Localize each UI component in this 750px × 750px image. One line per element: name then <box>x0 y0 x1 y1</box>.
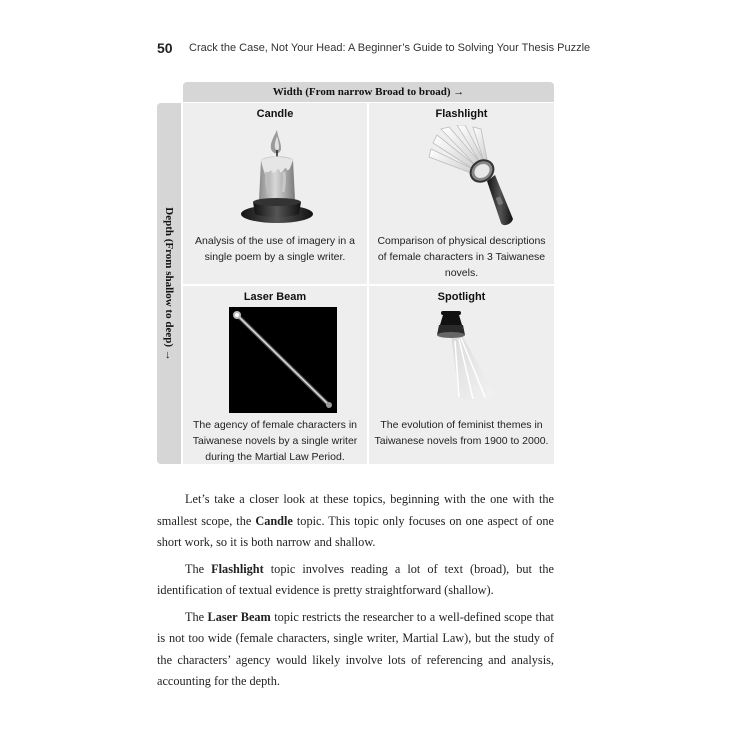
term-flashlight: Flashlight <box>211 561 264 576</box>
paragraph-candle: Let’s take a closer look at these topics, beginning with the one with the smallest scope, the Candle topic. This topic only focuses on one aspect of one short work, so it is both narrow and shallow. <box>157 492 554 549</box>
spotlight-icon <box>429 311 499 406</box>
depth-axis-bar <box>157 103 181 464</box>
cell-title: Spotlight <box>437 291 486 303</box>
cell-title: Flashlight <box>435 108 488 120</box>
cell-flashlight <box>369 103 554 284</box>
cell-candle <box>183 103 367 284</box>
term-laser-beam: Laser Beam <box>207 609 271 624</box>
flashlight-icon <box>427 125 517 229</box>
cell-laser-beam <box>183 286 367 464</box>
body-text <box>157 489 554 698</box>
candle-icon <box>239 128 315 226</box>
cell-description: Analysis of the use of imagery in a single poem by a single writer. <box>195 235 355 263</box>
cell-title: Laser Beam <box>243 291 307 303</box>
page-number: 50 <box>157 40 173 56</box>
cell-description: The evolution of feminist themes in Taiwanese novels from 1900 to 2000. <box>374 419 549 447</box>
cell-spotlight <box>369 286 554 464</box>
term-candle: Candle <box>255 513 293 528</box>
running-title: Crack the Case, Not Your Head: A Beginner’s Guide to Solving Your Thesis Puzzle <box>189 42 591 54</box>
paragraph-flashlight: The Flashlight topic involves reading a lot of text (broad), but the identification of textual evidence is pretty straightforward (shallow). <box>157 561 554 597</box>
width-axis-label: Width (From narrow Broad to broad) → <box>183 82 554 102</box>
scope-matrix-figure <box>157 82 554 464</box>
depth-axis-label: Depth (From shallow to deep) → <box>163 206 175 361</box>
laser-beam-icon <box>229 307 337 413</box>
cell-title: Candle <box>256 108 294 120</box>
cell-description: Comparison of physical descriptions of female characters in 3 Taiwanese novels. <box>377 235 546 279</box>
paragraph-laser-beam: The Laser Beam topic restricts the researcher to a well-defined scope that is not too wide (female characters, single writer, Martial Law), but the study of the characters’ agency would likely involve lots of referencing and analysis, accounting for the depth. <box>157 609 554 688</box>
cell-description: The agency of female characters in Taiwanese novels by a single writer during the Martial Law Period. <box>192 419 358 463</box>
